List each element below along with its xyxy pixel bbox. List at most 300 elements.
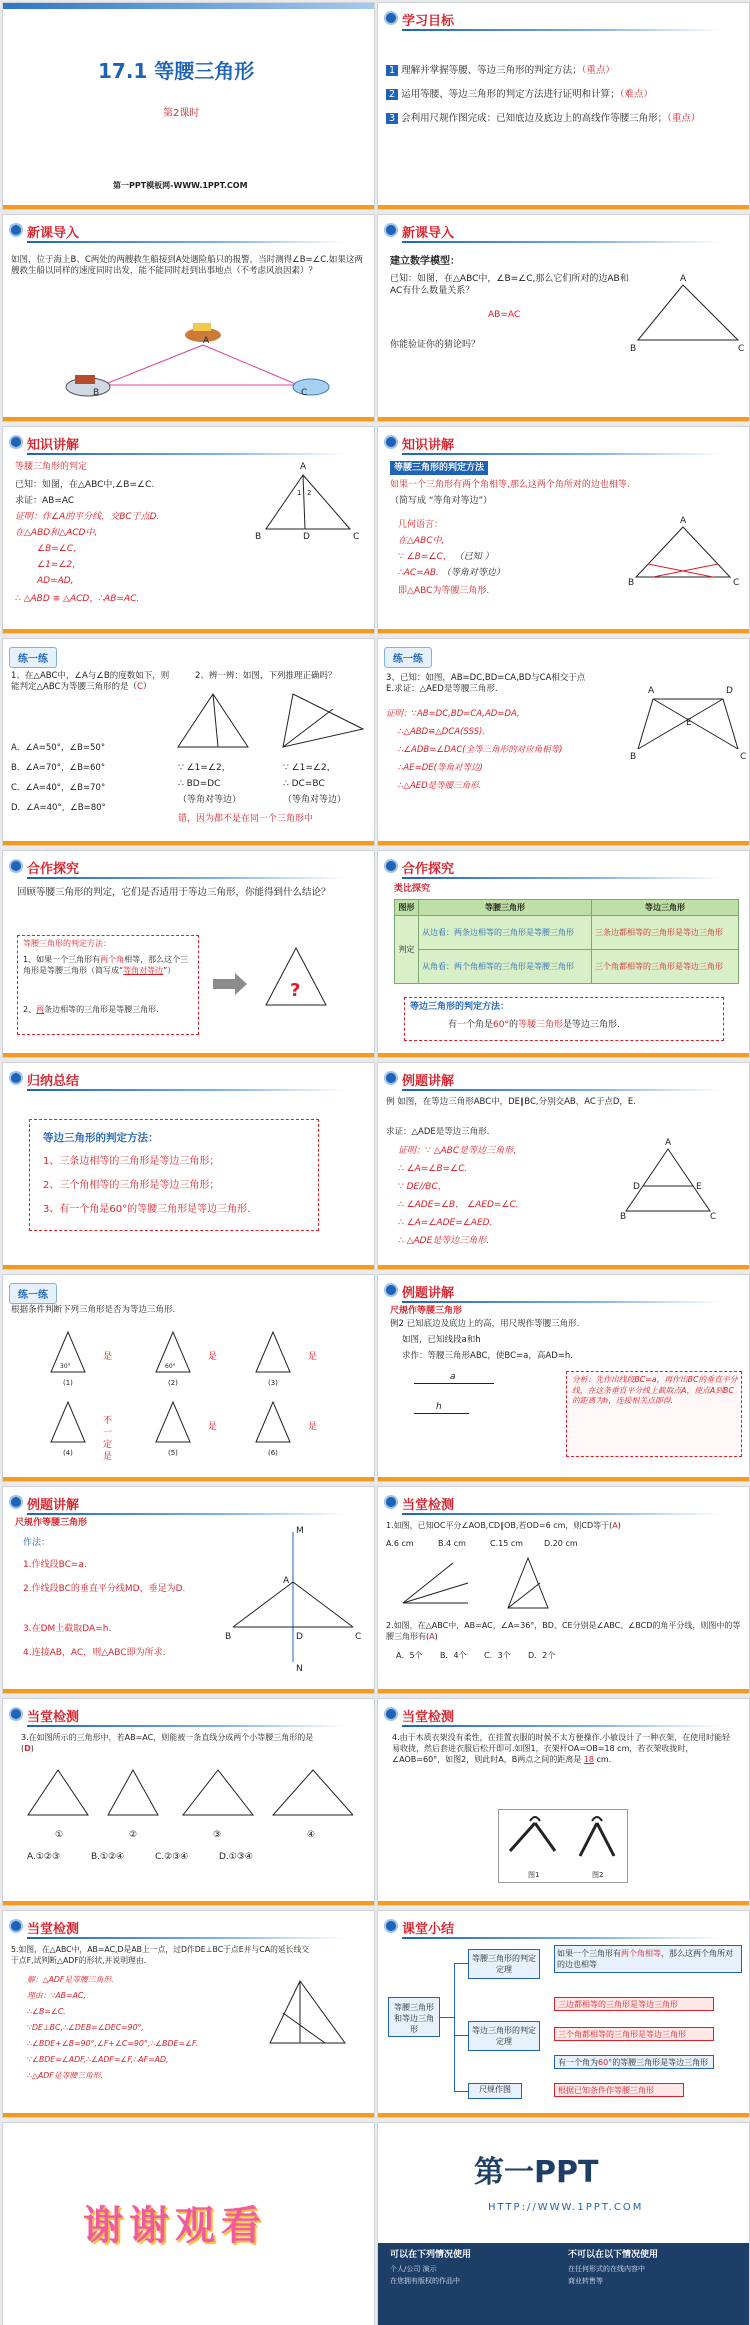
summary-rule-2: 2、三个角相等的三角形是等边三角形； — [43, 1180, 220, 1191]
proof-1: 证明：∵AB=DC,BD=CA,AD=DA, — [386, 709, 520, 719]
q2-option-a: A．5个 — [396, 1651, 423, 1660]
brand-name: 第一PPT — [474, 2155, 599, 2190]
table-cell: 三个角都相等的三角形是等边三角形 — [592, 950, 739, 984]
slide-header — [3, 427, 374, 457]
proof-6: ∴ △ADE是等边三角形. — [398, 1236, 490, 1246]
point-b: B — [620, 1212, 627, 1222]
label-4: (4) — [63, 1449, 73, 1457]
goal-key: （难点） — [619, 89, 653, 100]
slide-cooperative-2[interactable] — [377, 850, 750, 1058]
proof-4: ∴AE=DE(等角对等边) — [398, 763, 483, 773]
option-a: A．∠A=50°，∠B=50° — [11, 743, 106, 753]
proof-3: ∴∠ADB=∠DAC(全等三角形的对应角相等) — [398, 745, 563, 755]
explore-question: 回顾等腰三角形的判定，它们是否适用于等边三角形，你能得到什么结论？ — [17, 887, 331, 898]
angle-60: 60° — [165, 1363, 176, 1370]
model-answer: AB=AC — [488, 310, 521, 320]
point-b: B — [93, 388, 100, 398]
connector — [454, 2091, 468, 2092]
answer-1: 理由：∵AB=AC, — [27, 1991, 86, 2000]
question-4: 4.由于木质衣架没有柔性，在挂置衣服的时候不太方便操作.小敏设计了一种衣架，在使用时能轻易收拢，然后套进衣服后松开即可.如图1，衣架杆OA=OB=18 cm，若衣架收拢时，∠AOB=60°，如图2，则此时A，B两点之间的距离是 18 cm. — [392, 1733, 731, 1764]
header-rule — [402, 1725, 722, 1727]
slide-check-3[interactable] — [377, 1698, 750, 1906]
practice-pill: 练一练 — [9, 1283, 57, 1304]
point-b: B — [628, 578, 635, 588]
proof-5: ∴△AED是等腰三角形. — [398, 781, 482, 791]
bullet-dot-icon — [9, 1071, 23, 1085]
header-rule — [27, 1089, 347, 1091]
slide-knowledge-proof[interactable] — [2, 426, 375, 634]
answer-3: 是 — [308, 1352, 318, 1362]
slide-title[interactable] — [2, 2, 375, 210]
step-4: 4.连接AB，AC，则△ABC即为所求. — [23, 1648, 166, 1658]
header-rule — [27, 1513, 347, 1515]
sub-heading: 尺规作等腰三角形 — [15, 1518, 88, 1528]
header-title: 例题讲解 — [402, 1074, 455, 1089]
example-task: 求作：等腰三角形ABC，使BC=a，高AD=h. — [402, 1351, 573, 1361]
arrow-right-icon — [213, 979, 235, 989]
slide-header — [3, 1699, 374, 1729]
method-label: 等腰三角形的判定方法 — [390, 461, 488, 475]
option-b: B．∠A=70°，∠B=60° — [11, 763, 106, 773]
bullet-dot-icon — [9, 1495, 23, 1509]
q2-option-d: D．2个 — [528, 1651, 556, 1660]
q2-option-b: B．4个 — [440, 1651, 467, 1660]
slide-check-1[interactable] — [377, 1486, 750, 1694]
reason-2b: ∴ DC=BC — [283, 779, 325, 789]
angle-30: 30° — [60, 1363, 71, 1370]
point-m: M — [296, 1526, 304, 1536]
summary-rule-3: 3、有一个角是60°的等腰三角形是等边三角形. — [43, 1204, 251, 1215]
method-box — [17, 935, 199, 1035]
problem-5-figure — [265, 1973, 355, 2053]
bullet-dot-icon — [384, 1283, 398, 1297]
answer-3: ∵DE⊥BC,∴∠DEB=∠DEC=90°, — [27, 2023, 144, 2032]
bottom-bar — [3, 1477, 374, 1481]
bottom-bar — [3, 1265, 374, 1269]
method-box-rule-1: 1、如果一个三角形有两个角相等，那么这个三角形是等腰三角形（简写成“等角对等边”） — [23, 955, 189, 975]
table-header: 等腰三角形 — [419, 900, 592, 916]
option-a: A.①②③ — [27, 1852, 61, 1862]
right-item-2: 商业转售等 — [568, 2277, 603, 2285]
right-title: 不可以在以下情况使用 — [568, 2250, 659, 2260]
slide-practice-3[interactable] — [2, 1274, 375, 1482]
slide-example-1[interactable] — [377, 1062, 750, 1270]
slide-summary[interactable] — [2, 1062, 375, 1270]
method-short: （简写成 “等角对等边”） — [390, 496, 493, 506]
header-rule — [27, 1725, 347, 1727]
angle-2-label: 2 — [307, 489, 312, 497]
bullet-dot-icon — [384, 1495, 398, 1509]
result-2: 三边都相等的三角形是等边三角形 — [554, 1997, 714, 2011]
reason-1a: ∵ ∠1=∠2， — [178, 763, 231, 773]
step-3: 3.在DM上截取DA=h. — [23, 1624, 112, 1634]
hanger-figure — [500, 1811, 626, 1871]
header-title: 课堂小结 — [402, 1922, 455, 1937]
slide-subtitle: 第2课时 — [163, 108, 200, 119]
slide-title-text: 17.1 等腰三角形 — [98, 59, 255, 83]
branch-3: 尺规作图 — [468, 2083, 522, 2099]
bullet-dot-icon — [384, 859, 398, 873]
proof-4: ∴ ∠ADE=∠B， ∠AED=∠C. — [398, 1200, 519, 1210]
question-1: 1.如图，已知OC平分∠AOB,CD∥OB,若OD=6 cm，则CD等于(A) — [386, 1521, 621, 1530]
question-2: 2.如图，在△ABC中，AB=AC，∠A=36°，BD、CE分别是∠ABC、∠BCD的角平分线，则图中的等腰三角形有(A) — [386, 1621, 741, 1641]
point-a: A — [665, 1138, 672, 1148]
bottom-bar — [378, 2113, 749, 2117]
brand-url: HTTP://WWW.1PPT.COM — [488, 2202, 644, 2213]
method-box-title: 等腰三角形的判定方法： — [23, 939, 111, 948]
option-c: C.②③④ — [155, 1852, 189, 1862]
bottom-bar — [378, 1265, 749, 1269]
point-b: B — [225, 1632, 232, 1642]
proof-line-5: AD=AD, — [37, 576, 74, 586]
proof-line-4: ∠1=∠2， — [37, 560, 82, 570]
goal-num: 1 — [386, 65, 398, 76]
point-a: A — [203, 336, 210, 346]
header-rule — [27, 877, 347, 879]
header-rule — [402, 453, 722, 455]
table-cell: 从边看：两条边相等的三角形是等腰三角形 — [419, 916, 592, 950]
goal-text: 会利用尺规作图完成：已知底边及底边上的高线作等腰三角形； — [401, 113, 668, 124]
geo-line-2: ∵ ∠B=∠C， （已知 ） — [398, 552, 494, 562]
slide-cooperative-1[interactable] — [2, 850, 375, 1058]
construction-figure — [223, 1527, 363, 1667]
practice-pill: 练一练 — [384, 647, 432, 668]
point-d: D — [303, 532, 310, 542]
slide-check-4[interactable] — [2, 1910, 375, 2118]
proof-line-2: 在△ABD和△ACD中, — [15, 528, 98, 538]
point-a: A — [680, 516, 687, 526]
slide-header — [3, 1063, 374, 1093]
fig-2: ② — [129, 1830, 138, 1840]
point-c: C — [301, 388, 308, 398]
result-5: 根据已知条件作等腰三角形 — [554, 2083, 684, 2097]
slide-practice-1[interactable] — [2, 638, 375, 846]
bottom-bar — [3, 841, 374, 845]
header-title: 例题讲解 — [402, 1286, 455, 1301]
question-2: 2、辨一辨：如图，下列推理正确吗？ — [195, 671, 337, 681]
point-c: C — [738, 344, 745, 354]
branch-2: 等边三角形的判定定理 — [468, 2021, 540, 2051]
bottom-bar — [378, 417, 749, 421]
slide-math-model[interactable] — [377, 214, 750, 422]
right-item-1: 在任何形式的在线内容中 — [568, 2265, 645, 2273]
answer-6: ∴△ADF是等腰三角形. — [27, 2071, 104, 2080]
point-e: E — [696, 1182, 702, 1192]
slide-header — [3, 1911, 374, 1941]
bullet-dot-icon — [384, 1071, 398, 1085]
point-d: D — [296, 1632, 303, 1642]
label-5: (5) — [168, 1449, 178, 1457]
label-2: (2) — [168, 1379, 178, 1387]
point-c: C — [733, 578, 740, 588]
reason-1b: ∴ BD=DC — [178, 779, 221, 789]
table-header: 图形 — [395, 900, 419, 916]
proof-2: ∴ ∠A=∠B=∠C. — [398, 1164, 468, 1174]
fig-4: ④ — [307, 1830, 316, 1840]
top-bar — [3, 3, 374, 9]
bottom-bar — [3, 417, 374, 421]
method-box-rule-2: 2、两条边相等的三角形是等腰三角形. — [23, 1005, 159, 1014]
label-3: (3) — [268, 1379, 278, 1387]
comparison-table — [394, 899, 739, 984]
practice-pill: 练一练 — [9, 647, 57, 668]
result-1: 如果一个三角形有两个角相等，那么这两个角所对的边也相等 — [554, 1945, 742, 1973]
goal-text: 理解并掌握等腰、等边三角形的判定方法； — [401, 65, 582, 76]
point-e: E — [686, 718, 692, 728]
footer-panel — [378, 2243, 749, 2325]
fig-1-caption: 图1 — [528, 1871, 540, 1879]
geo-line-1: 在△ABC中, — [398, 536, 445, 546]
sub-heading: 类比探究 — [394, 884, 431, 894]
label-1: (1) — [63, 1379, 73, 1387]
connector — [440, 2017, 454, 2018]
slide-thanks[interactable] — [2, 2122, 375, 2325]
rescue-boat-c-icon — [293, 379, 329, 395]
point-d: D — [633, 1182, 640, 1192]
header-title: 新课导入 — [402, 226, 455, 241]
point-c: C — [355, 1632, 362, 1642]
point-b: B — [630, 752, 637, 762]
slide-practice-2[interactable] — [377, 638, 750, 846]
point-c: C — [710, 1212, 717, 1222]
point-b: B — [255, 532, 262, 542]
answer-0: 解：△ADF是等腰三角形. — [27, 1975, 114, 1984]
bottom-bar — [378, 629, 749, 633]
guess-prompt: 你能验证你的猜论吗？ — [390, 340, 481, 350]
header-rule — [402, 1937, 722, 1939]
bottom-bar — [3, 205, 374, 209]
bottom-bar — [3, 1689, 374, 1693]
header-title: 知识讲解 — [27, 438, 80, 453]
slide-objectives[interactable] — [377, 2, 750, 210]
answer-4: 不一定是 — [103, 1416, 113, 1463]
sub-heading: 等腰三角形的判定 — [15, 462, 88, 472]
result-3: 三个角都相等的三角形是等边三角形 — [554, 2027, 714, 2041]
result-4: 有一个角为60°的等腰三角形是等边三角形 — [554, 2055, 714, 2069]
six-triangles-figure — [43, 1327, 343, 1467]
proof-3: ∵ DE//BC， — [398, 1182, 447, 1192]
table-cell: 从角看：两个角相等的三角形是等腰三角形 — [419, 950, 592, 984]
proof-line-3: ∠B=∠C， — [37, 544, 83, 554]
geo-line-3: ∴AC=AB. （等角对等边） — [398, 568, 505, 578]
point-a: A — [300, 462, 307, 472]
answer-5: ∵∠BDE=∠ADF,∴∠ADF=∠F,∴AF=AD, — [27, 2055, 169, 2064]
option-d: D.①③④ — [219, 1852, 253, 1862]
bullet-dot-icon — [384, 11, 398, 25]
proof-5: ∴ ∠A=∠ADE=∠AED. — [398, 1218, 493, 1228]
goal-key: （重点） — [581, 65, 615, 76]
summary-rule-1: 1、三条边相等的三角形是等边三角形； — [43, 1156, 220, 1167]
header-title: 当堂检测 — [27, 1922, 80, 1937]
left-item-1: 个人/公司 演示 — [390, 2265, 437, 2273]
row-label: 判定 — [395, 916, 419, 984]
connector — [454, 2035, 468, 2036]
connector — [454, 1963, 468, 1964]
fig-1: ① — [55, 1830, 64, 1840]
bottom-bar — [378, 1901, 749, 1905]
header-rule — [27, 1937, 347, 1939]
slide-header — [3, 215, 374, 245]
four-triangles-figure — [23, 1765, 353, 1825]
bullet-dot-icon — [9, 859, 23, 873]
connector — [454, 1963, 455, 2091]
header-title: 知识讲解 — [402, 438, 455, 453]
segment-a-label: a — [450, 1372, 456, 1382]
bottom-bar — [378, 841, 749, 845]
option-c: C．∠A=40°，∠B=70° — [11, 783, 106, 793]
table-header: 等边三角形 — [592, 900, 739, 916]
model-title: 建立数学模型： — [390, 256, 460, 267]
slide-class-summary[interactable] — [377, 1910, 750, 2118]
bullet-dot-icon — [9, 1919, 23, 1933]
header-rule — [402, 1301, 722, 1303]
header-rule — [402, 1513, 722, 1515]
summary-title: 等边三角形的判定方法： — [410, 1002, 510, 1012]
step-2: 2.作线段BC的垂直平分线MD，垂足为D. — [23, 1584, 186, 1594]
angle-1-label: 1 — [297, 489, 302, 497]
proof-line-6: ∴ △ABD ≌ △ACD，∴AB=AC. — [15, 594, 140, 604]
point-c: C — [353, 532, 360, 542]
bullet-dot-icon — [384, 435, 398, 449]
bullet-dot-icon — [9, 223, 23, 237]
header-title: 当堂检测 — [402, 1498, 455, 1513]
bottom-bar — [378, 1477, 749, 1481]
bullet-dot-icon — [9, 1707, 23, 1721]
segment-h-label: h — [436, 1402, 442, 1412]
root-node: 等腰三角形和等边三角形 — [388, 1997, 440, 2037]
answer-4: ∴∠BDE+∠B=90°,∠F+∠C=90°,∴∠BDE=∠F. — [27, 2039, 198, 2048]
question-mark: ? — [290, 980, 301, 1001]
bullet-dot-icon — [384, 1707, 398, 1721]
slide-intro-story[interactable] — [2, 214, 375, 422]
segment-a — [414, 1383, 494, 1384]
proof-2: ∴△ABD≌△DCA(SSS). — [398, 727, 486, 737]
slide-header — [378, 1063, 749, 1093]
slide-header — [3, 851, 374, 881]
header-rule — [27, 241, 347, 243]
to-prove: 求证：AB=AC — [15, 496, 75, 506]
goal-3 — [386, 113, 746, 126]
point-c: C — [740, 752, 747, 762]
question-3: 3.在如图所示的三角形中，若AB=AC，则能被一条直线分成两个小等腰三角形的是(D) — [21, 1733, 314, 1753]
bottom-bar — [378, 1053, 749, 1057]
segment-h — [414, 1413, 469, 1414]
goal-num: 3 — [386, 113, 398, 124]
goal-text: 运用等腰、等边三角形的判定方法进行证明和计算； — [401, 89, 620, 100]
point-a: A — [648, 686, 655, 696]
given: 已知：如图，在△ABC中,∠B=∠C. — [15, 480, 155, 490]
figure-1-triangles — [173, 689, 373, 759]
question-5: 5.如图，在△ABC中，AB=AC,D是AB上一点，过D作DE⊥BC于点E并与CA的延长线交于点F,试判断△ADF的形状,并说明理由. — [11, 1945, 310, 1965]
q2-option-c: C．3个 — [484, 1651, 511, 1660]
isosceles-triangle-figure — [628, 519, 738, 589]
left-title: 可以在下列情况使用 — [390, 2250, 472, 2260]
goal-num: 2 — [386, 89, 398, 100]
slide-header — [378, 851, 749, 881]
header-rule — [27, 453, 347, 455]
header-title: 学习目标 — [402, 14, 455, 29]
q1-option-b: B.4 cm — [438, 1539, 466, 1548]
bullet-dot-icon — [384, 223, 398, 237]
summary-title: 等边三角形的判定方法： — [43, 1132, 159, 1144]
arrow-head-icon — [235, 973, 247, 995]
method-rule: 如果一个三角形有两个角相等,那么这两个角所对的边也相等. — [390, 480, 630, 490]
option-b: B.①②④ — [91, 1852, 125, 1862]
left-item-2: 在您拥有版权的作品中 — [390, 2277, 460, 2285]
practice-question: 根据条件判断下列三角形是否为等边三角形. — [11, 1305, 176, 1315]
answer-2: 是 — [208, 1352, 218, 1362]
slide-header — [378, 215, 749, 245]
triangle-abc-figure — [633, 275, 743, 355]
fig-3: ③ — [213, 1830, 222, 1840]
model-question: 已知：如图，在△ABC中，∠B=∠C,那么它们所对的边AB和AC有什么数量关系？ — [390, 274, 629, 297]
bottom-bar — [3, 1053, 374, 1057]
slide-header — [378, 427, 749, 457]
branch-1: 等腰三角形的判定定理 — [468, 1949, 540, 1979]
slide-header — [378, 1699, 749, 1729]
q1-option-a: A.6 cm — [386, 1539, 414, 1548]
intro-text: 如图，位于海上B、C两处的两艘救生船接到A处遇险船只的报警，当时测得∠B=∠C.如果这两艘救生船以同样的速度同时出发，能不能同时赶到出事地点（不考虑风浪因素）？ — [11, 255, 363, 277]
slide-example-2[interactable] — [377, 1274, 750, 1482]
label-6: (6) — [268, 1449, 278, 1457]
bullet-dot-icon — [9, 435, 23, 449]
sub-heading: 尺规作等腰三角形 — [390, 1306, 463, 1316]
steps-label: 作法： — [23, 1538, 51, 1548]
slide-header — [3, 1487, 374, 1517]
bottom-bar — [3, 1901, 374, 1905]
header-title: 合作探究 — [402, 862, 455, 877]
reason-2k: （等角对等边） — [283, 795, 347, 805]
slide-judgment-method[interactable] — [377, 426, 750, 634]
reason-1k: （等角对等边） — [178, 795, 242, 805]
header-title: 归纳总结 — [27, 1074, 80, 1089]
site-label: 第一PPT模板网-WWW.1PPT.COM — [113, 181, 248, 190]
table-cell: 三条边都相等的三角形是等边三角形 — [592, 916, 739, 950]
point-b: B — [630, 344, 637, 354]
example-prove: 求证：△ADE是等边三角形. — [386, 1127, 490, 1137]
bottom-bar — [3, 629, 374, 633]
example-given: 如图，已知线段a和h — [402, 1335, 481, 1345]
bottom-bar — [3, 2113, 374, 2117]
header-rule — [402, 877, 722, 879]
slide-header — [378, 3, 749, 33]
answer-6: 是 — [308, 1422, 318, 1432]
fig-2-caption: 图2 — [592, 1871, 604, 1879]
slide-check-2[interactable] — [2, 1698, 375, 1906]
goal-2 — [386, 89, 746, 102]
geo-lang-label: 几何语言： — [398, 520, 444, 530]
slide-header — [378, 1275, 749, 1305]
slide-header — [378, 1487, 749, 1517]
question-1: 1、在△ABC中，∠A与∠B的度数如下，则能判定△ABC为等腰三角形的是（C） — [11, 671, 170, 693]
header-title: 当堂检测 — [27, 1710, 80, 1725]
header-title: 新课导入 — [27, 226, 80, 241]
proof-1: 证明：∵ △ABC是等边三角形， — [398, 1146, 523, 1156]
step-1: 1.作线段BC=a. — [23, 1560, 87, 1570]
goal-key: （重点） — [667, 113, 701, 124]
point-n: N — [296, 1664, 303, 1674]
header-rule — [402, 1089, 722, 1091]
answer-2: ∴∠B=∠C. — [27, 2007, 66, 2016]
point-a: A — [680, 274, 687, 284]
summary-rule: 有一个角是60°的等腰三角形是等边三角形. — [448, 1020, 620, 1030]
point-a: A — [283, 1576, 290, 1586]
slide-header — [378, 1911, 749, 1941]
bottom-bar — [378, 205, 749, 209]
slide-brand[interactable] — [377, 2122, 750, 2325]
slide-construction-steps[interactable] — [2, 1486, 375, 1694]
point-d: D — [726, 686, 733, 696]
